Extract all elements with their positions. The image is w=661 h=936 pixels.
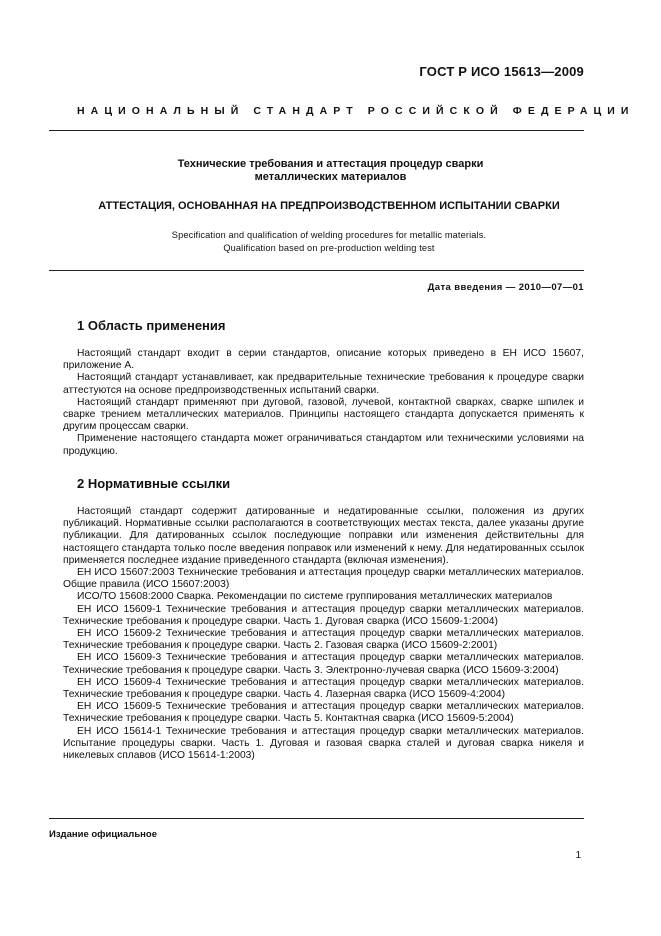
title-rule [49,270,584,271]
section-1-body [63,348,584,458]
section-2-body [63,506,584,762]
standard-code: ГОСТ Р ИСО 15613—2009 [419,64,584,79]
official-edition-note: Издание официальное [49,829,157,840]
header-rule [49,130,584,131]
paragraph: Применение настоящего стандарта может ограничиваться стандартом или техническими условиями на продукцию. [63,433,584,457]
reference-item: ЕН ИСО 15609-4 Технические требования и аттестация процедур сварки металлических материалов. Технические требования к процедуре сварки. Часть 4. Лазерная сварка (ИСО 15609-4:2004) [63,676,584,701]
reference-item: ЕН ИСО 15609-2 Технические требования и аттестация процедур сварки металлических материалов. Технические требования к процедуре сварки. Часть 2. Газовая сварка (ИСО 15609-2:2001) [63,628,584,652]
reference-item: ЕН ИСО 15609-1 Технические требования и аттестация процедур сварки металлических материалов. Технические требования к процедуре сварки. Часть 1. Дуговая сварка (ИСО 15609-1:2004) [63,603,584,627]
section-1-heading: 1 Область применения [77,318,226,333]
paragraph: Настоящий стандарт входит в серии стандартов, описание которых приведено в ЕН ИСО 15607, приложение А. [63,348,584,372]
english-title-line-2: Qualification based on pre-production welding test [223,243,435,253]
page-number: 1 [575,850,581,861]
paragraph: Настоящий стандарт применяют при дуговой, газовой, лучевой, контактной сварках, сварке шпилек и сварке трением металлических материалов. Принципы настоящего стандарта допускается применять к другим процессам сварки. [63,396,584,433]
english-title-line-1: Specification and qualification of welding procedures for metallic materials. [171,230,487,240]
reference-item: ЕН ИСО 15609-5 Технические требования и аттестация процедур сварки металлических материалов. Технические требования к процедуре сварки. Часть 5. Контактная сварка (ИСО 15609-5:2004) [63,701,584,725]
title-line-1: Технические требования и аттестация процедур сварки [177,158,484,170]
document-title [77,158,584,184]
english-title [49,229,609,255]
document-subtitle: АТТЕСТАЦИЯ, ОСНОВАННАЯ НА ПРЕДПРОИЗВОДСТВЕННОМ ИСПЫТАНИИ СВАРКИ [98,200,560,212]
national-standard-banner: НАЦИОНАЛЬНЫЙ СТАНДАРТ РОССИЙСКОЙ ФЕДЕРАЦИИ [77,105,635,117]
reference-item: ЕН ИСО 15614-1 Технические требования и аттестация процедур сварки металлических материалов. Испытание процедуры сварки. Часть 1. Дуговая и газовая сварка сталей и дуговая сварка никеля и никелевых сплавов (ИСО 15614-1:2003) [63,725,584,762]
footer-rule [49,818,584,819]
reference-item: ЕН ИСО 15609-3 Технические требования и аттестация процедур сварки металлических материалов. Технические требования к процедуре сварки. Часть 3. Электронно-лучевая сварка (ИСО 15609-3:2004) [63,652,584,676]
paragraph: Настоящий стандарт устанавливает, как предварительные технические требования к процедуре сварки аттестуются на основе предпроизводственных испытаний сварки. [63,372,584,396]
title-line-2: металлических материалов [254,171,407,183]
date-introduced: Дата введения — 2010—07—01 [427,282,584,293]
section-2-heading: 2 Нормативные ссылки [77,476,231,491]
reference-item: ИСО/ТО 15608:2000 Сварка. Рекомендации по системе группирования металлических материалов [77,591,553,603]
paragraph: Настоящий стандарт содержит датированные и недатированные ссылки, положения из других публикаций. Нормативные ссылки располагаются в соответствующих местах текста, далее указаны другие публикации. Для датированных ссылок последующие поправки или изменения действительны для настоящего стандарта только после введения поправок или изменений к нему. Для недатированных ссылок применяется последнее издание приведенного стандарта (включая изменения). [63,506,584,566]
reference-item: ЕН ИСО 15607:2003 Технические требования и аттестация процедур сварки металлических материалов. Общие правила (ИСО 15607:2003) [63,567,584,591]
